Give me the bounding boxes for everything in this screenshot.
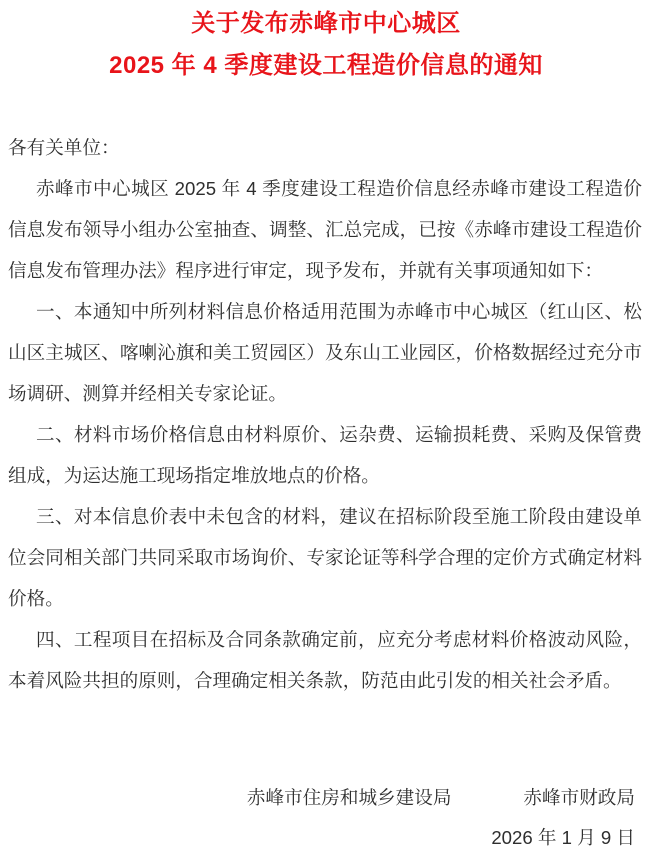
signature-row bbox=[0, 777, 635, 819]
notice-paragraph-intro: 赤峰市中心城区 2025 年 4 季度建设工程造价信息经赤峰市建设工程造价信息发布领导小组办公室抽查、调整、汇总完成，已按《赤峰市建设工程造价信息发布管理办法》程序进行审定，现予发布，并就有关事项通知如下： bbox=[8, 178, 642, 281]
notice-date: 2026 年 1 月 9 日 bbox=[491, 827, 635, 848]
notice-title bbox=[0, 0, 652, 87]
signer-housing-bureau: 赤峰市住房和城乡建设局 bbox=[246, 787, 452, 808]
notice-paragraph-item-4: 四、工程项目在招标及合同条款确定前，应充分考虑材料价格波动风险，本着风险共担的原则，合理确定相关条款，防范由此引发的相关社会矛盾。 bbox=[8, 629, 642, 691]
signer-finance-bureau: 赤峰市财政局 bbox=[523, 787, 635, 808]
notice-title-line-2: 2025 年 4 季度建设工程造价信息的通知 bbox=[109, 52, 543, 79]
notice-paragraph-item-2: 二、材料市场价格信息由材料原价、运杂费、运输损耗费、采购及保管费组成，为运达施工现场指定堆放地点的价格。 bbox=[8, 424, 642, 486]
notice-title-line-1: 关于发布赤峰市中心城区 bbox=[191, 10, 461, 37]
salutation: 各有关单位： bbox=[8, 137, 120, 158]
notice-paragraph-item-3: 三、对本信息价表中未包含的材料，建议在招标阶段至施工阶段由建设单位会同相关部门共同采取市场询价、专家论证等科学合理的定价方式确定材料价格。 bbox=[8, 506, 642, 609]
notice-body bbox=[8, 127, 642, 701]
notice-paragraph-item-1: 一、本通知中所列材料信息价格适用范围为赤峰市中心城区（红山区、松山区主城区、喀喇沁旗和美工贸园区）及东山工业园区，价格数据经过充分市场调研、测算并经相关专家论证。 bbox=[8, 301, 642, 404]
